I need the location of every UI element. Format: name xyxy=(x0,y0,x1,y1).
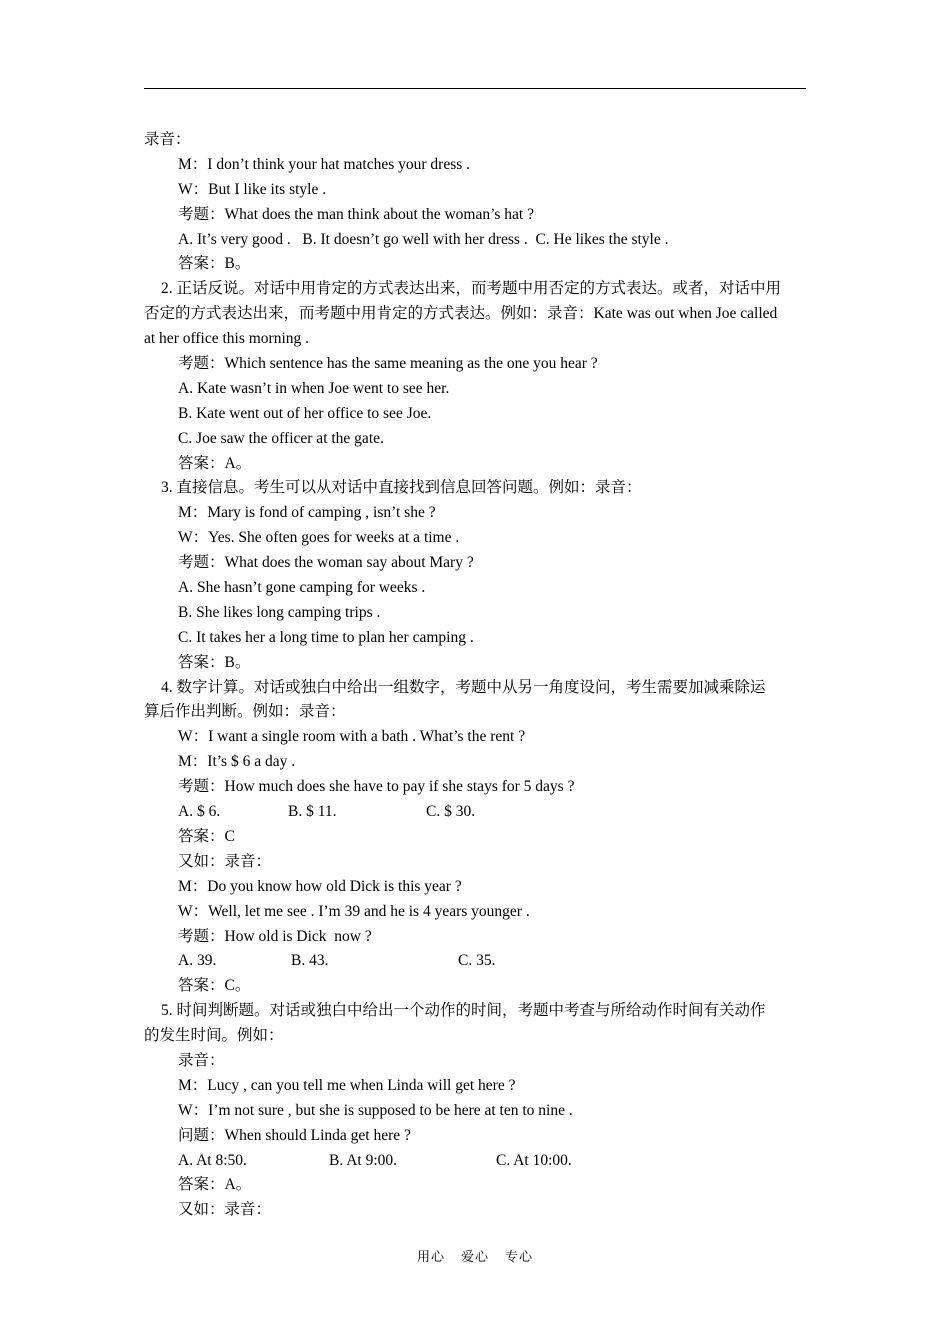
text-line: 录音： xyxy=(178,1051,225,1069)
text-line: W：Well, let me see . I’m 39 and he is 4 years younger . xyxy=(178,902,530,920)
text-line: 考题：How old is Dick now ? xyxy=(178,927,372,945)
text-line: W：But I like its style . xyxy=(178,180,327,198)
option-b: B. $ 11. xyxy=(288,803,337,821)
document-body xyxy=(144,128,806,1223)
text-line: M：Mary is fond of camping , isn’t she ? xyxy=(178,504,436,522)
text-line: 考题：How much does she have to pay if she stays for 5 days ? xyxy=(178,778,575,796)
text-line: 算后作出判断。例如：录音： xyxy=(144,703,346,721)
answer-line: 答案：C xyxy=(178,827,235,845)
text-line: B. Kate went out of her office to see Joe. xyxy=(178,404,432,422)
text-line: W：I’m not sure , but she is supposed to be here at ten to nine . xyxy=(178,1101,573,1119)
option-a: A. At 8:50. xyxy=(178,1151,247,1169)
answer-line: 答案：C。 xyxy=(178,977,251,995)
footer-word: 用心 xyxy=(416,1249,445,1264)
option-a: A. 39. xyxy=(178,952,217,970)
text-line: C. It takes her a long time to plan her camping . xyxy=(178,628,474,646)
answer-line: 答案：A。 xyxy=(178,1176,252,1194)
text-line: M：It’s $ 6 a day . xyxy=(178,753,296,771)
options-line xyxy=(144,949,806,974)
text-line: 考题：What does the man think about the woman’s hat ? xyxy=(178,205,534,223)
option-a: A. $ 6. xyxy=(178,803,221,821)
text-line: 考题：What does the woman say about Mary ? xyxy=(178,554,474,572)
text-line: A. It’s very good . B. It doesn’t go well with her dress . C. He likes the style . xyxy=(178,230,669,248)
section-heading-4: 4. 数字计算。对话或独白中给出一组数字，考题中从另一角度设问，考生需要加减乘除运 xyxy=(161,678,766,696)
text-line: W：Yes. She often goes for weeks at a time . xyxy=(178,529,460,547)
text-line: 又如：录音： xyxy=(178,1201,272,1219)
option-b: B. 43. xyxy=(291,952,329,970)
text-line: C. Joe saw the officer at the gate. xyxy=(178,429,384,447)
text-line: A. She hasn’t gone camping for weeks . xyxy=(178,579,426,597)
text-line: 录音： xyxy=(144,131,191,148)
answer-line: 答案：B。 xyxy=(178,255,251,273)
text-line: 否定的方式表达出来，而考题中用肯定的方式表达。例如：录音：Kate was out when Joe called xyxy=(144,305,778,323)
header-rule xyxy=(144,88,806,89)
footer-word: 专心 xyxy=(505,1249,534,1264)
text-line: 的发生时间。例如： xyxy=(144,1027,284,1045)
text-line: A. Kate wasn’t in when Joe went to see her. xyxy=(178,379,450,397)
options-line xyxy=(144,800,806,825)
option-c: C. At 10:00. xyxy=(496,1151,572,1169)
text-line: W：I want a single room with a bath . What’s the rent ? xyxy=(178,728,526,746)
option-b: B. At 9:00. xyxy=(329,1151,398,1169)
text-line: B. She likes long camping trips . xyxy=(178,603,381,621)
text-line: M：Lucy , can you tell me when Linda will get here ? xyxy=(178,1076,516,1094)
text-line: at her office this morning . xyxy=(144,330,310,348)
page-footer xyxy=(0,1248,950,1266)
option-c: C. 35. xyxy=(458,952,496,970)
text-line: 考题：Which sentence has the same meaning as the one you hear ? xyxy=(178,355,598,373)
text-line: M：Do you know how old Dick is this year ? xyxy=(178,877,462,895)
text-line: M：I don’t think your hat matches your dress . xyxy=(178,155,471,173)
section-heading-2: 2. 正话反说。对话中用肯定的方式表达出来，而考题中用否定的方式表达。或者，对话中用 xyxy=(161,280,782,298)
section-heading-3: 3. 直接信息。考生可以从对话中直接找到信息回答问题。例如：录音： xyxy=(161,479,642,497)
options-line xyxy=(144,1149,806,1174)
text-line: 问题：When should Linda get here ? xyxy=(178,1126,411,1144)
answer-line: 答案：A。 xyxy=(178,454,252,472)
answer-line: 答案：B。 xyxy=(178,653,251,671)
option-c: C. $ 30. xyxy=(426,803,476,821)
section-heading-5: 5. 时间判断题。对话或独白中给出一个动作的时间，考题中考查与所给动作时间有关动作 xyxy=(161,1002,766,1020)
text-line: 又如：录音： xyxy=(178,852,272,870)
footer-word: 爱心 xyxy=(460,1249,489,1264)
